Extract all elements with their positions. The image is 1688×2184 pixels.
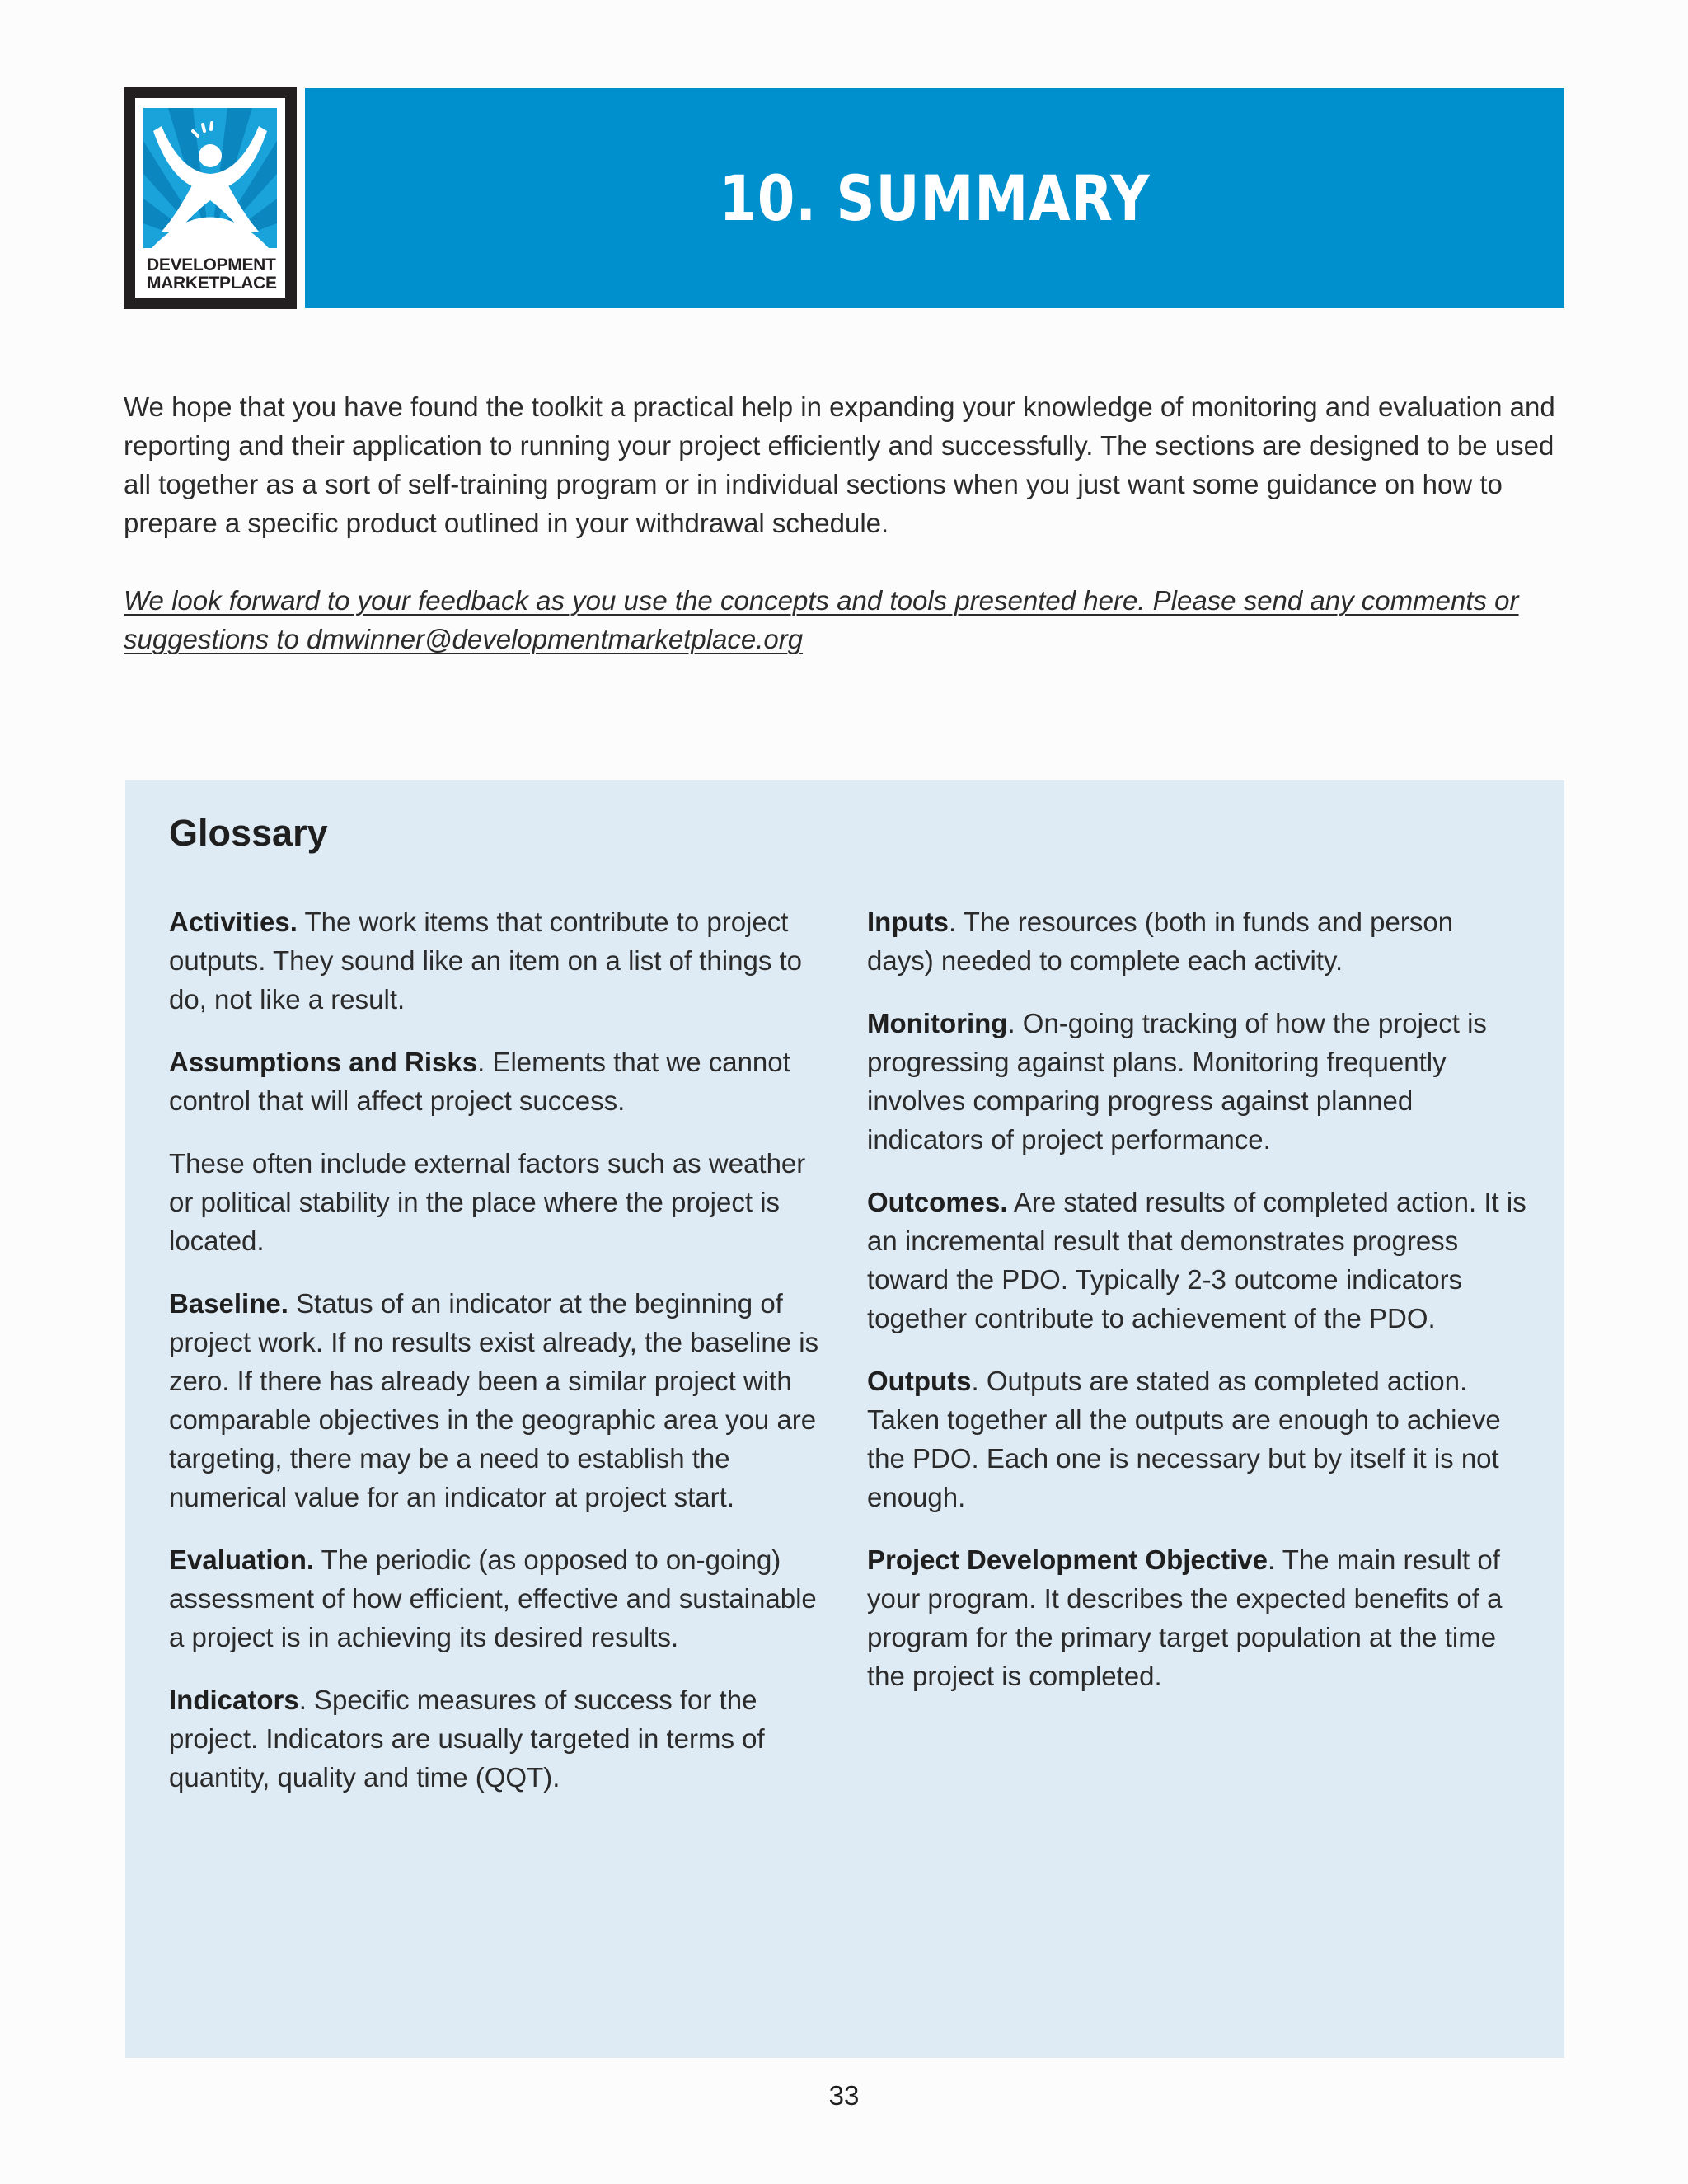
glossary-entry-monitoring (867, 1004, 1526, 1159)
glossary-term: Outcomes. (867, 1187, 1008, 1217)
glossary-definition: . Specific measures of success for the project. Indicators are usually targeted in terms of quantity, quality and time (QQT). (169, 1685, 765, 1793)
logo-line-2: MARKETPLACE (147, 274, 277, 293)
glossary-entry-assumptions-note (169, 1144, 828, 1260)
glossary-entry-assumptions (169, 1043, 828, 1120)
logo (124, 87, 297, 309)
glossary-entry-pdo (867, 1540, 1526, 1695)
glossary-definition: Status of an indicator at the beginning of project work. If no results exist already, the baseline is zero. If there has already been a similar project with comparable objectives in the geographic area you are targeting, there may be a need to establish the numerical value for an indicator at project start. (169, 1288, 819, 1512)
glossary-term: Monitoring (867, 1008, 1008, 1038)
glossary-entry-inputs (867, 902, 1526, 980)
glossary-entry-evaluation (169, 1540, 828, 1657)
glossary-entry-indicators (169, 1680, 828, 1797)
glossary-definition: The work items that contribute to project outputs. They sound like an item on a list of things to do, not like a result. (169, 907, 803, 1015)
glossary-definition: The periodic (as opposed to on-going) assessment of how efficient, effective and sustainable a project is in achieving its desired results. (169, 1544, 817, 1652)
glossary-panel (125, 780, 1564, 2058)
glossary-definition: . On-going tracking of how the project is progressing against plans. Monitoring frequently involves comparing progress against planned indicators of project performance. (867, 1008, 1487, 1155)
logo-figure-icon (143, 108, 277, 248)
glossary-definition: . The main result of your program. It describes the expected benefits of a program for the primary target population at the time the project is completed. (867, 1544, 1503, 1691)
glossary-term: Evaluation. (169, 1544, 315, 1575)
glossary-entry-outcomes (867, 1183, 1526, 1338)
glossary-term: Inputs (867, 907, 949, 937)
page-number: 33 (828, 2080, 860, 2111)
glossary-definition: These often include external factors such as weather or political stability in the place where the project is located. (169, 1148, 806, 1256)
logo-line-1: DEVELOPMENT (147, 255, 276, 274)
feedback-link[interactable]: We look forward to your feedback as you use the concepts and tools presented here. Please send any comments or suggestions to dmwinner@developmentmarketplace.org (124, 585, 1519, 654)
glossary-heading: Glossary (169, 812, 328, 854)
glossary-right-column (867, 902, 1526, 1719)
glossary-definition: Are stated results of completed action. It is an incremental result that demonstrates progress toward the PDO. Typically 2-3 outcome indicators together contribute to achievement of the PDO. (867, 1187, 1526, 1333)
intro-section (124, 387, 1568, 658)
intro-paragraph: We hope that you have found the toolkit a practical help in expanding your knowledge of monitoring and evaluation and reporting and their application to running your project efficiently and successfully. The sections are designed to be used all together as a sort of self-training program or in individual sections when you just want some guidance on how to prepare a specific product outlined in your withdrawal schedule. (124, 391, 1555, 538)
glossary-left-column (169, 902, 828, 1821)
logo-wordmark (147, 256, 279, 293)
glossary-term: Project Development Objective (867, 1544, 1268, 1575)
glossary-term: Assumptions and Risks (169, 1047, 478, 1077)
glossary-entry-activities (169, 902, 828, 1019)
glossary-term: Activities. (169, 907, 298, 937)
glossary-entry-outputs (867, 1361, 1526, 1516)
page-title: 10. SUMMARY (719, 162, 1151, 235)
glossary-definition: . The resources (both in funds and person days) needed to complete each activity. (867, 907, 1454, 976)
glossary-definition: . Outputs are stated as completed action. Taken together all the outputs are enough to achieve the PDO. Each one is necessary but by itself it is not enough. (867, 1366, 1501, 1512)
glossary-term: Baseline. (169, 1288, 288, 1319)
glossary-entry-baseline (169, 1284, 828, 1516)
glossary-term: Outputs (867, 1366, 972, 1396)
title-banner (305, 88, 1564, 308)
glossary-definition: . Elements that we cannot control that will affect project success. (169, 1047, 790, 1116)
glossary-term: Indicators (169, 1685, 299, 1715)
